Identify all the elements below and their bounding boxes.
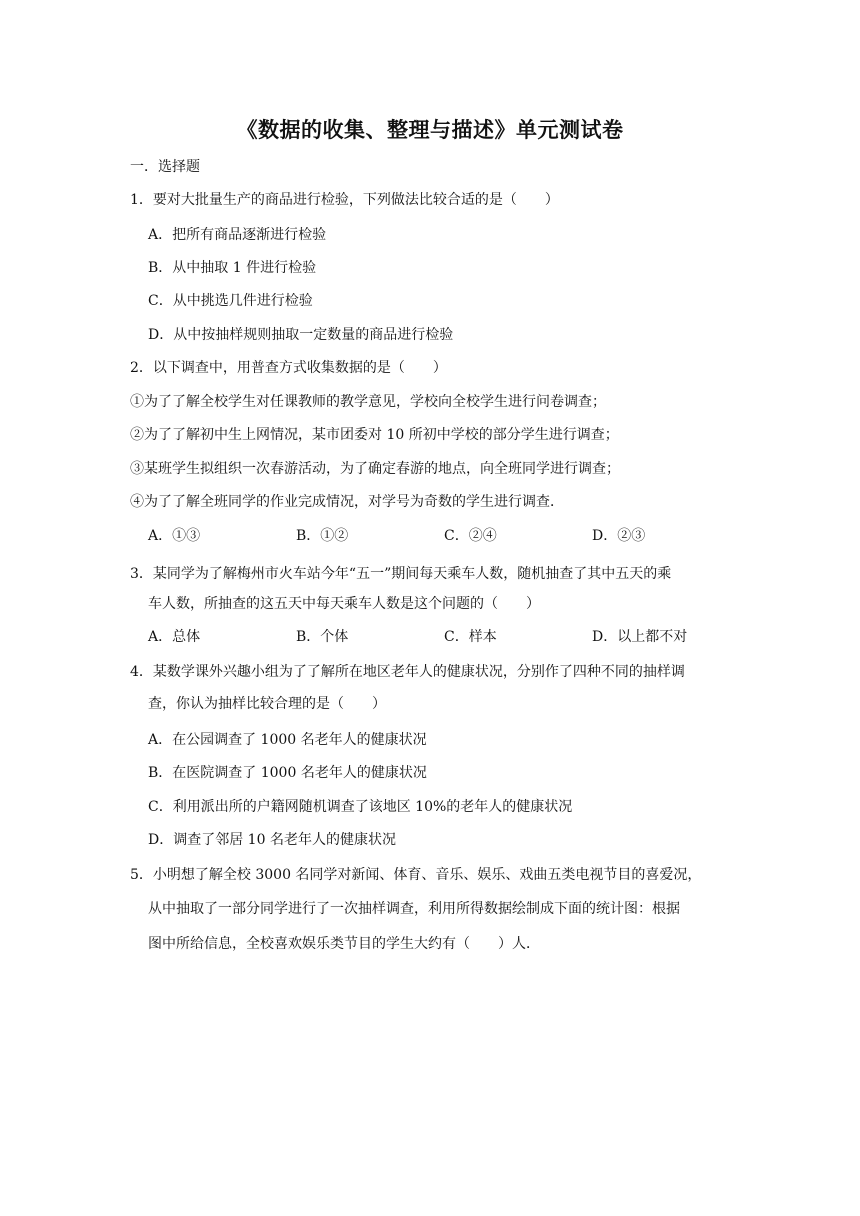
question-2-item-4: ④为了了解全班同学的作业完成情况，对学号为奇数的学生进行调查． xyxy=(130,494,564,510)
question-2-item-2: ②为了了解初中生上网情况，某市团委对 10 所初中学校的部分学生进行调查； xyxy=(130,427,619,443)
question-5-stem-line-2: 从中抽取了一部分同学进行了一次抽样调查，利用所得数据绘制成下面的统计图：根据 xyxy=(148,901,680,917)
question-2-option-d: D．②③ xyxy=(592,528,646,544)
question-2-option-c: C．②④ xyxy=(444,528,497,544)
question-3-option-c: C．样本 xyxy=(444,629,497,645)
question-4-option-a: A．在公园调查了 1000 名老年人的健康状况 xyxy=(148,732,427,748)
question-2-stem: 2．以下调查中，用普查方式收集数据的是（ ） xyxy=(130,360,447,376)
question-3-stem-line-2: 车人数，所抽查的这五天中每天乘车人数是这个问题的（ ） xyxy=(148,596,540,612)
question-2-option-b: B．①② xyxy=(296,528,349,544)
question-2-option-a: A．①③ xyxy=(148,528,201,544)
section-heading: 一．选择题 xyxy=(130,159,200,175)
question-2-item-3: ③某班学生拟组织一次春游活动，为了确定春游的地点，向全班同学进行调查； xyxy=(130,461,620,477)
question-1-stem: 1．要对大批量生产的商品进行检验，下列做法比较合适的是（ ） xyxy=(130,192,559,208)
question-1-option-c: C．从中挑选几件进行检验 xyxy=(148,293,313,309)
question-1-option-b: B．从中抽取 1 件进行检验 xyxy=(148,260,317,276)
question-5-stem-line-1: 5．小明想了解全校 3000 名同学对新闻、体育、音乐、娱乐、戏曲五类电视节目的喜爱况， xyxy=(130,867,702,883)
question-1-option-d: D．从中按抽样规则抽取一定数量的商品进行检验 xyxy=(148,327,454,343)
question-1-option-a: A．把所有商品逐渐进行检验 xyxy=(148,227,327,243)
page-title: 《数据的收集、整理与描述》单元测试卷 xyxy=(236,118,624,142)
question-4-option-b: B．在医院调查了 1000 名老年人的健康状况 xyxy=(148,765,427,781)
question-3-stem-line-1: 3．某同学为了解梅州市火车站今年“五一”期间每天乘车人数，随机抽查了其中五天的乘 xyxy=(130,566,672,582)
question-4-option-c: C．利用派出所的户籍网随机调查了该地区 10%的老年人的健康状况 xyxy=(148,799,573,815)
question-3-option-d: D．以上都不对 xyxy=(592,629,688,645)
question-2-item-1: ①为了了解全校学生对任课教师的教学意见，学校向全校学生进行问卷调查； xyxy=(130,394,606,410)
question-3-option-a: A．总体 xyxy=(148,629,201,645)
question-4-option-d: D．调查了邻居 10 名老年人的健康状况 xyxy=(148,832,396,848)
question-5-stem-line-3: 图中所给信息，全校喜欢娱乐类节目的学生大约有（ ）人． xyxy=(148,936,540,952)
question-4-stem-line-2: 查，你认为抽样比较合理的是（ ） xyxy=(148,696,386,712)
question-4-stem-line-1: 4．某数学课外兴趣小组为了了解所在地区老年人的健康状况，分别作了四种不同的抽样调 xyxy=(130,664,685,680)
question-3-option-b: B．个体 xyxy=(296,629,349,645)
